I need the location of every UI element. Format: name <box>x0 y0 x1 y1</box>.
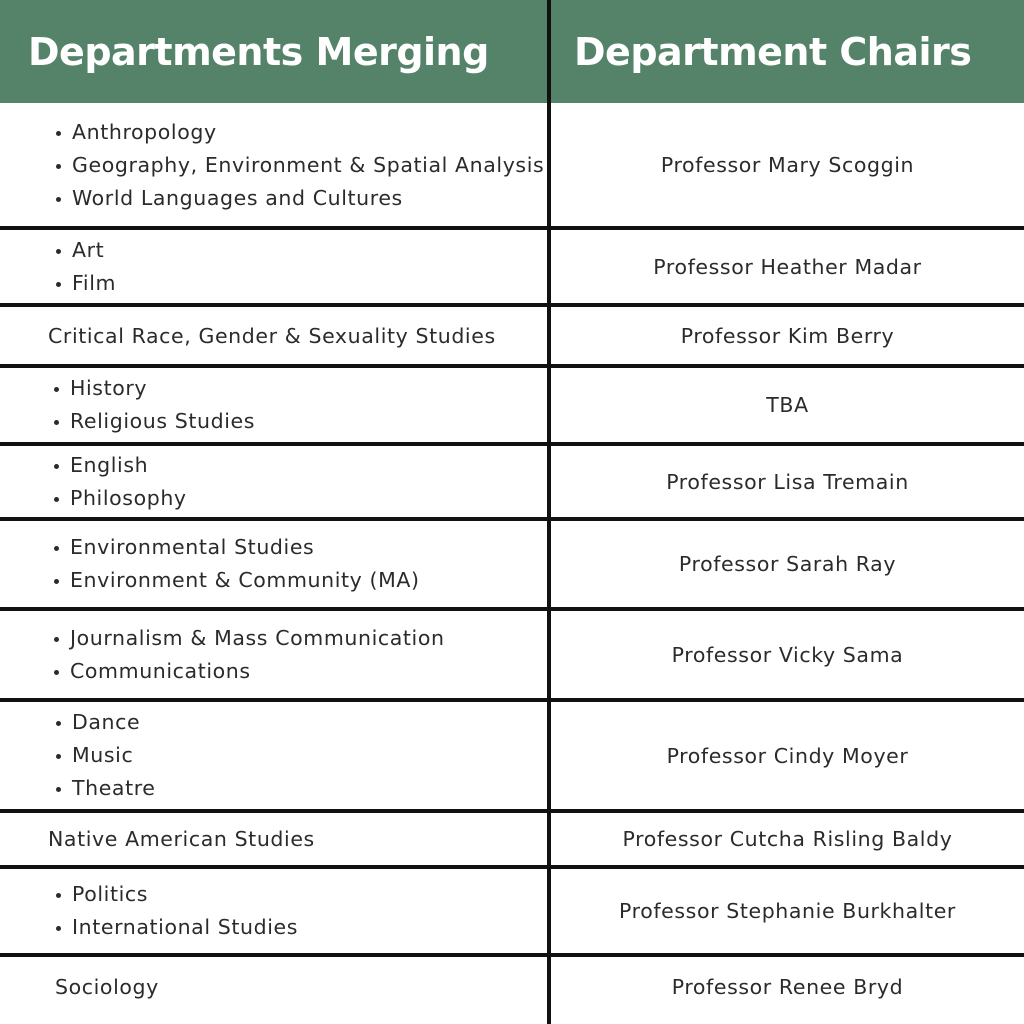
departments-cell <box>0 307 547 364</box>
department-item: Communications <box>70 655 445 688</box>
chair-cell: Professor Sarah Ray <box>678 552 897 576</box>
department-item: Geography, Environment & Spatial Analysis <box>72 149 544 182</box>
department-item: Film <box>72 267 116 300</box>
table-header <box>0 0 1024 103</box>
department-item: Theatre <box>72 772 156 805</box>
row-divider <box>0 607 1024 611</box>
department-item: English <box>70 449 187 482</box>
table-row <box>0 230 1024 303</box>
department-item: Philosophy <box>70 482 187 515</box>
row-divider <box>0 442 1024 446</box>
departments-cell <box>0 957 547 1017</box>
row-divider <box>0 953 1024 957</box>
department-item: International Studies <box>72 911 298 944</box>
departments-cell <box>0 446 547 517</box>
table-row <box>0 307 1024 364</box>
chair-cell: Professor Renee Bryd <box>671 975 904 999</box>
chair-cell: Professor Heather Madar <box>653 254 922 279</box>
chair-cell: Professor Mary Scoggin <box>660 153 915 177</box>
department-item: Religious Studies <box>70 405 255 438</box>
department-name: Native American Studies <box>48 827 315 851</box>
department-name: Sociology <box>55 975 159 999</box>
chair-cell: Professor Cindy Moyer <box>666 743 909 768</box>
table-row <box>0 611 1024 698</box>
row-divider <box>0 364 1024 368</box>
row-divider <box>0 517 1024 521</box>
department-name: Critical Race, Gender & Sexuality Studies <box>48 323 496 348</box>
chair-cell: Professor Kim Berry <box>680 323 895 348</box>
column-divider <box>547 0 551 1024</box>
header-department-chairs: Department Chairs <box>574 29 972 74</box>
table-row <box>0 702 1024 809</box>
departments-cell <box>0 611 547 698</box>
chair-cell: Professor Vicky Sama <box>671 642 904 667</box>
departments-cell <box>0 103 547 227</box>
row-divider <box>0 865 1024 869</box>
chair-cell: TBA <box>766 393 809 417</box>
department-item: Anthropology <box>72 116 544 149</box>
department-item: Environment & Community (MA) <box>70 564 420 597</box>
departments-cell <box>0 702 547 809</box>
table-row <box>0 103 1024 227</box>
row-divider <box>0 809 1024 813</box>
departments-cell <box>0 230 547 303</box>
table-row <box>0 368 1024 442</box>
department-item: History <box>70 372 255 405</box>
departments-cell <box>0 813 547 865</box>
chair-cell: Professor Stephanie Burkhalter <box>619 899 956 923</box>
table-row <box>0 446 1024 517</box>
table-row <box>0 869 1024 953</box>
header-departments-merging: Departments Merging <box>28 29 489 74</box>
department-item: Environmental Studies <box>70 531 420 564</box>
departments-cell <box>0 368 547 442</box>
department-item: Journalism & Mass Communication <box>70 622 445 655</box>
row-divider <box>0 303 1024 307</box>
chair-cell: Professor Cutcha Risling Baldy <box>622 827 953 851</box>
departments-cell <box>0 869 547 953</box>
chair-cell: Professor Lisa Tremain <box>666 469 909 494</box>
row-divider <box>0 698 1024 702</box>
department-item: Politics <box>72 878 298 911</box>
table-row <box>0 521 1024 607</box>
department-item: Music <box>72 739 156 772</box>
table-row <box>0 957 1024 1017</box>
table-row <box>0 813 1024 865</box>
department-item: Dance <box>72 706 156 739</box>
departments-cell <box>0 521 547 607</box>
department-item: World Languages and Cultures <box>72 182 544 215</box>
row-divider <box>0 226 1024 230</box>
department-item: Art <box>72 234 116 267</box>
